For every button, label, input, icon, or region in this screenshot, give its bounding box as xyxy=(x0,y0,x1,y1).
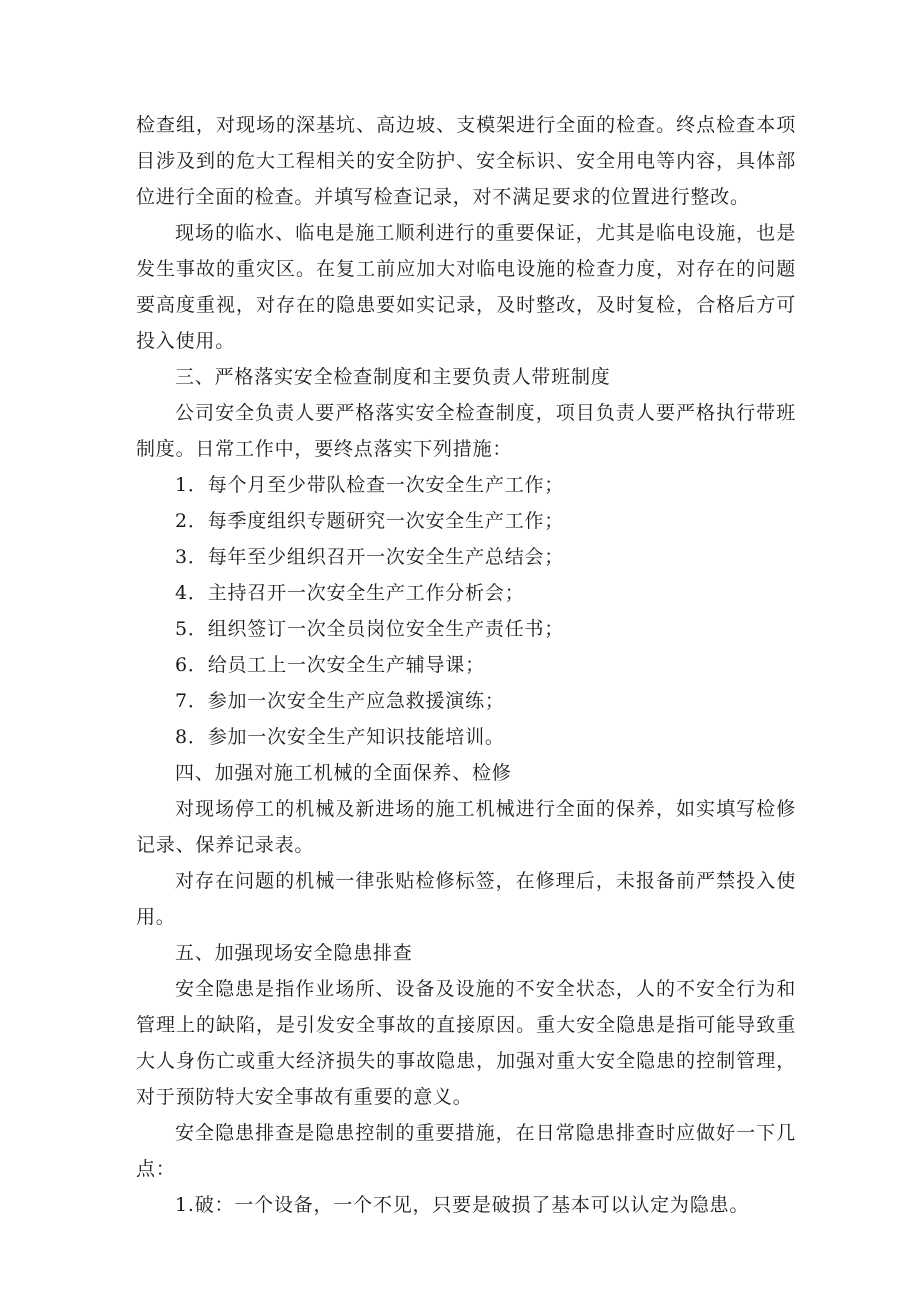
document-body xyxy=(136,107,796,1223)
paragraph-hazard-definition: 安全隐患是指作业场所、设备及设施的不安全状态，人的不安全行为和管理上的缺陷，是引发安全事故的直接原因。重大安全隐患是指可能导致重大人身伤亡或重大经济损失的事故隐患，加强对重大安全隐患的控制管理，对于预防特大安全事故有重要的意义。 xyxy=(136,978,796,1108)
list-item: 6．给员工上一次安全生产辅导课； xyxy=(175,654,485,676)
list-item: 1.破：一个设备，一个不见，只要是破损了基本可以认定为隐患。 xyxy=(175,1194,750,1216)
paragraph-hazard-inspection: 安全隐患排查是隐患控制的重要措施，在日常隐患排查时应做好一下几点： xyxy=(136,1122,796,1180)
list-item: 2．每季度组织专题研究一次安全生产工作； xyxy=(175,510,565,532)
paragraph-repair-tag: 对存在问题的机械一律张贴检修标签，在修理后，未报备前严禁投入使用。 xyxy=(136,870,796,928)
list-item: 4．主持召开一次安全生产工作分析会； xyxy=(175,582,525,604)
list-item: 7．参加一次安全生产应急救援演练； xyxy=(175,690,505,712)
paragraph-continuation: 检查组，对现场的深基坑、高边坡、支模架进行全面的检查。终点检查本项目涉及到的危大工程相关的安全防护、安全标识、安全用电等内容，具体部位进行全面的检查。并填写检查记录，对不满足要求的位置进行整改。 xyxy=(136,114,796,208)
paragraph-machinery-maintenance: 对现场停工的机械及新进场的施工机械进行全面的保养，如实填写检修记录、保养记录表。 xyxy=(136,798,796,856)
list-item: 8．参加一次安全生产知识技能培训。 xyxy=(175,726,505,748)
list-item: 1．每个月至少带队检查一次安全生产工作； xyxy=(175,474,565,496)
paragraph-temporary-power: 现场的临水、临电是施工顺利进行的重要保证，尤其是临电设施，也是发生事故的重灾区。在复工前应加大对临电设施的检查力度，对存在的问题要高度重视，对存在的隐患要如实记录，及时整改，及时复检，合格后方可投入使用。 xyxy=(136,222,796,352)
list-item: 5．组织签订一次全员岗位安全生产责任书； xyxy=(175,618,565,640)
list-item: 3．每年至少组织召开一次安全生产总结会； xyxy=(175,546,565,568)
section-heading-5: 五、加强现场安全隐患排查 xyxy=(175,942,413,964)
section-heading-3: 三、严格落实安全检查制度和主要负责人带班制度 xyxy=(175,366,611,388)
section-heading-4: 四、加强对施工机械的全面保养、检修 xyxy=(175,762,512,784)
paragraph-inspection-system: 公司安全负责人要严格落实安全检查制度，项目负责人要严格执行带班制度。日常工作中，要终点落实下列措施： xyxy=(136,402,796,460)
